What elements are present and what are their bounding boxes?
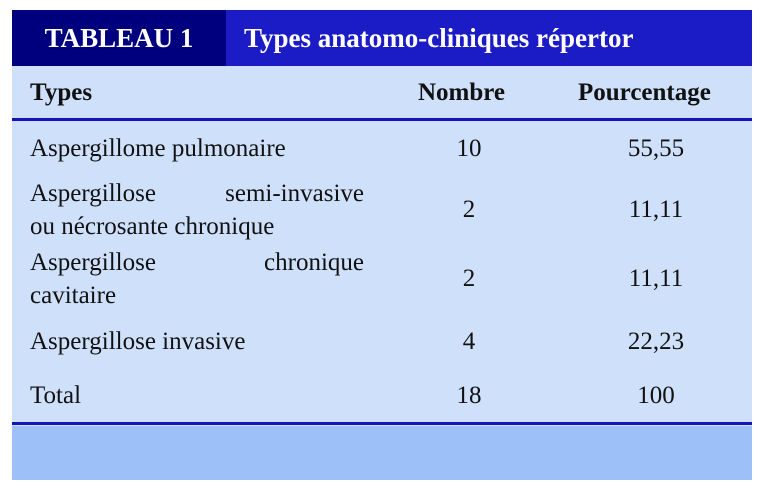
- table-title: Types anatomo-cliniques répertor: [244, 23, 634, 53]
- row-pourcentage: 100: [637, 382, 675, 409]
- row-pourcentage: 11,11: [628, 196, 684, 223]
- header-pourcentage: Pourcentage: [578, 79, 711, 106]
- row-nombre: 2: [462, 196, 476, 223]
- footer-rule: [12, 422, 752, 425]
- row-nombre: 2: [462, 265, 476, 292]
- row-pourcentage: 55,55: [627, 135, 685, 162]
- table-frame: [12, 10, 752, 480]
- row-type: Total: [30, 382, 82, 409]
- row-type-line2: cavitaire: [30, 282, 117, 309]
- header-nombre: Nombre: [418, 79, 506, 106]
- footer-band: [12, 426, 752, 480]
- title-bar: [12, 10, 752, 66]
- row-nombre: 10: [456, 135, 482, 162]
- row-type-line1: Aspergillose semi-invasive: [30, 180, 364, 207]
- table-row: [12, 325, 752, 359]
- table-row: [12, 132, 752, 166]
- table-total-row: [12, 379, 752, 413]
- header-types: Types: [30, 79, 93, 106]
- table-header-row: [12, 66, 752, 120]
- table-row: [12, 246, 752, 312]
- header-rule: [12, 118, 752, 121]
- row-type: Aspergillose invasive: [30, 328, 246, 355]
- table-row: [12, 177, 752, 243]
- table-number-label: TABLEAU 1: [12, 10, 226, 66]
- row-type-line2: ou nécrosante chronique: [30, 213, 275, 240]
- row-pourcentage: 11,11: [628, 265, 684, 292]
- row-pourcentage: 22,23: [627, 328, 685, 355]
- row-type-line1: Aspergillose chronique: [30, 249, 364, 276]
- row-type: Aspergillome pulmonaire: [30, 135, 286, 162]
- row-nombre: 4: [462, 328, 476, 355]
- row-nombre: 18: [456, 382, 482, 409]
